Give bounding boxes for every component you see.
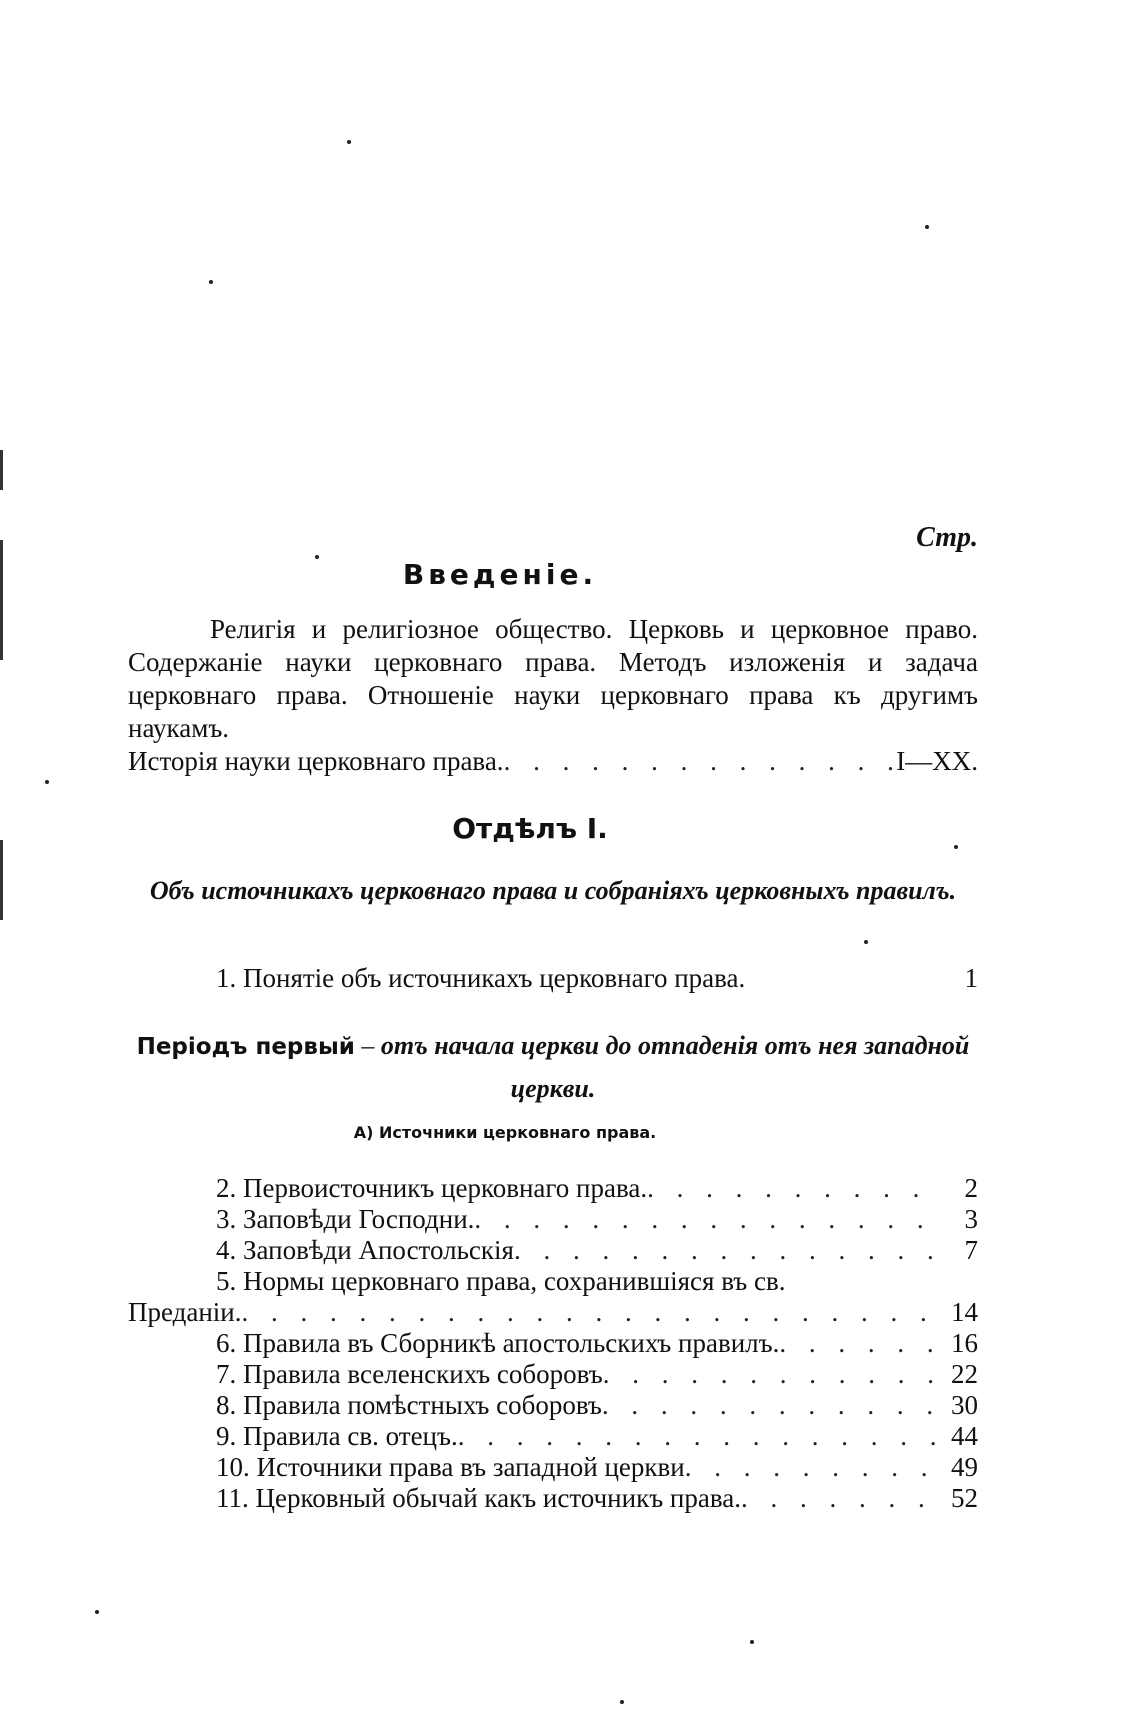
intro-title: Введеніе.: [402, 558, 598, 591]
scan-speck: [954, 845, 958, 849]
scan-speck: [45, 780, 49, 784]
scan-speck: [620, 1700, 624, 1704]
page-column-label: Стр.: [916, 522, 978, 553]
scan-edge-mark: [0, 840, 3, 920]
period-heading: [128, 1025, 978, 1110]
intro-paragraph: Религія и религіозное общество. Церковь и церковное право. Содержаніе науки церковнаго права. Методъ изложенія и задача церковнаго права. Отношеніе науки церковнаго права къ другимъ наукамъ.: [128, 614, 978, 743]
period-dash: –: [354, 1031, 381, 1060]
toc-entry-11[interactable]: [128, 1483, 978, 1514]
division-title: Отдѣлъ I.: [452, 812, 608, 845]
toc-entry-10[interactable]: [128, 1452, 978, 1483]
toc-entry-page: 3: [964, 1204, 978, 1234]
dot-leader: [685, 1452, 938, 1483]
toc-entry-1[interactable]: [128, 963, 978, 994]
toc-entry-7[interactable]: [128, 1359, 978, 1390]
intro-history-label: Исторія науки церковнаго права.: [128, 746, 504, 776]
scan-speck: [95, 1610, 99, 1614]
toc-entry-page: 14: [951, 1297, 978, 1327]
toc-entry-page: 16: [951, 1328, 978, 1358]
scan-speck: [347, 140, 351, 144]
toc-entry-page: 1: [964, 963, 978, 993]
dot-leader: [504, 745, 897, 778]
dot-leader: [514, 1235, 938, 1266]
toc-entry-label: 4. Заповѣди Апостольскія: [216, 1235, 514, 1265]
toc-entry-label: 7. Правила вселенскихъ соборовъ: [216, 1359, 603, 1389]
toc-entry-label: 11. Церковный обычай какъ источникъ права.: [216, 1483, 741, 1513]
dot-leader: [603, 1359, 938, 1390]
toc-entry-label: Преданіи.: [128, 1297, 242, 1327]
section-a-title: А) Источники церковнаго права.: [353, 1123, 657, 1142]
toc-entry-5-cont[interactable]: [128, 1297, 978, 1328]
toc-entry-label: 3. Заповѣди Господни.: [216, 1204, 475, 1234]
scan-edge-mark: [0, 540, 3, 660]
scan-speck: [209, 280, 213, 284]
dot-leader: [602, 1390, 938, 1421]
period-prefix: Періодъ первый: [136, 1034, 355, 1060]
toc-entry-page: 2: [964, 1173, 978, 1203]
scan-speck: [925, 225, 929, 229]
toc-entry-label: 8. Правила помѣстныхъ соборовъ: [216, 1390, 602, 1420]
toc-entry-page: 49: [951, 1452, 978, 1482]
scan-speck: [315, 555, 319, 559]
dot-leader: [458, 1421, 938, 1452]
toc-entry-page: 30: [951, 1390, 978, 1420]
toc-entry-3[interactable]: [128, 1204, 978, 1235]
toc-entry-label: 1. Понятіе объ источникахъ церковнаго права.: [216, 963, 746, 993]
toc-entry-page: 7: [964, 1235, 978, 1265]
dot-leader: [741, 1483, 938, 1514]
toc-entry-page: 52: [951, 1483, 978, 1513]
toc-entry-label: 6. Правила въ Сборникѣ апостольскихъ правилъ.: [216, 1328, 780, 1358]
division-subtitle: Объ источникахъ церковнаго права и собраніяхъ церковныхъ правилъ.: [149, 876, 957, 905]
toc-entry-label: 5. Нормы церковнаго права, сохранившіяся въ св.: [216, 1266, 786, 1296]
toc-entry-label: 9. Правила св. отецъ.: [216, 1421, 458, 1451]
toc-entry-2[interactable]: [128, 1173, 978, 1204]
dot-leader: [474, 1204, 938, 1235]
toc-entry-label: 10. Источники права въ западной церкви: [216, 1452, 685, 1482]
toc-entry-page: 22: [951, 1359, 978, 1389]
toc-entry-page: 44: [951, 1421, 978, 1451]
scan-edge-mark: [0, 450, 3, 490]
dot-leader: [779, 1328, 938, 1359]
scan-speck: [864, 940, 868, 944]
toc-entry-9[interactable]: [128, 1421, 978, 1452]
toc-entry-5[interactable]: [128, 1266, 978, 1297]
toc-entry-6[interactable]: [128, 1328, 978, 1359]
toc-entry-8[interactable]: [128, 1390, 978, 1421]
period-text: отъ начала церкви до отпаденія отъ нея западной церкви.: [380, 1031, 970, 1103]
scan-speck: [750, 1640, 754, 1644]
toc-entry-label: 2. Первоисточникъ церковнаго права.: [216, 1173, 648, 1203]
dot-leader: [647, 1173, 938, 1204]
toc-entry-4[interactable]: [128, 1235, 978, 1266]
intro-history-line[interactable]: [128, 745, 978, 778]
dot-leader: [242, 1297, 939, 1328]
intro-pages: I—XX.: [896, 746, 978, 776]
